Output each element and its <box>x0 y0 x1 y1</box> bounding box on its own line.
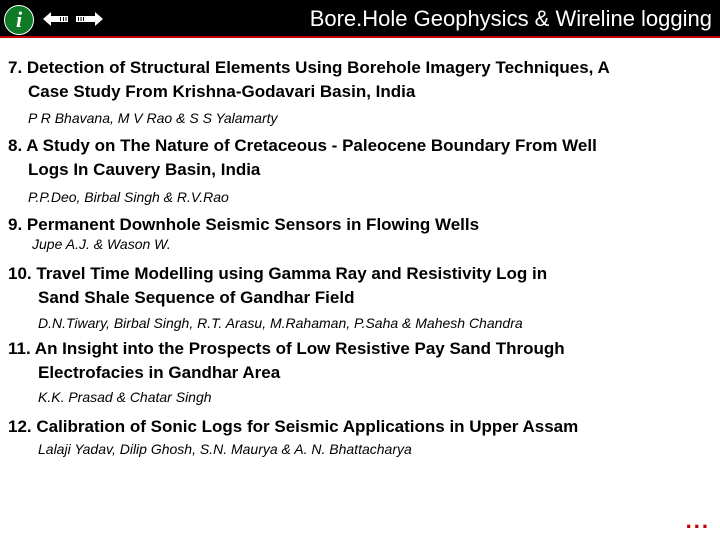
paper-title: 9. Permanent Downhole Seismic Sensors in Flowing Wells <box>8 215 480 234</box>
list-item <box>8 213 714 254</box>
list-item <box>8 134 714 207</box>
page-title: Bore.Hole Geophysics & Wireline logging <box>309 6 712 31</box>
paper-title-continued: Logs In Cauvery Basin, India <box>28 160 261 179</box>
paper-authors: P.P.Deo, Birbal Singh & R.V.Rao <box>28 189 229 205</box>
paper-authors: K.K. Prasad & Chatar Singh <box>38 389 212 405</box>
header-bar <box>0 0 720 38</box>
paper-title-continued: Sand Shale Sequence of Gandhar Field <box>38 288 355 307</box>
paper-title-continued: Case Study From Krishna-Godavari Basin, India <box>28 82 416 101</box>
paper-authors: P R Bhavana, M V Rao & S S Yalamarty <box>28 110 278 126</box>
forward-arrow-icon[interactable] <box>76 12 103 26</box>
paper-authors: Jupe A.J. & Wason W. <box>32 236 171 252</box>
list-item <box>8 262 714 333</box>
list-item <box>8 337 714 407</box>
more-button[interactable]: ... <box>685 508 710 533</box>
nav-arrows <box>42 9 104 29</box>
back-arrow-icon[interactable] <box>43 12 68 26</box>
paper-title: 7. Detection of Structural Elements Using Borehole Imagery Techniques, A <box>8 58 610 77</box>
paper-authors: Lalaji Yadav, Dilip Ghosh, S.N. Maurya & A. N. Bhattacharya <box>38 441 412 457</box>
paper-title-continued: Electrofacies in Gandhar Area <box>38 363 281 382</box>
list-item <box>8 56 714 128</box>
info-icon[interactable]: i <box>4 5 34 35</box>
paper-title: 12. Calibration of Sonic Logs for Seismic Applications in Upper Assam <box>8 417 579 436</box>
paper-title: 11. An Insight into the Prospects of Low Resistive Pay Sand Through <box>8 339 565 358</box>
list-item <box>8 415 714 459</box>
paper-authors: D.N.Tiwary, Birbal Singh, R.T. Arasu, M.Rahaman, P.Saha & Mahesh Chandra <box>38 315 523 331</box>
paper-title: 10. Travel Time Modelling using Gamma Ray and Resistivity Log in <box>8 264 548 283</box>
paper-title: 8. A Study on The Nature of Cretaceous - Paleocene Boundary From Well <box>8 136 597 155</box>
paper-list <box>8 56 714 459</box>
